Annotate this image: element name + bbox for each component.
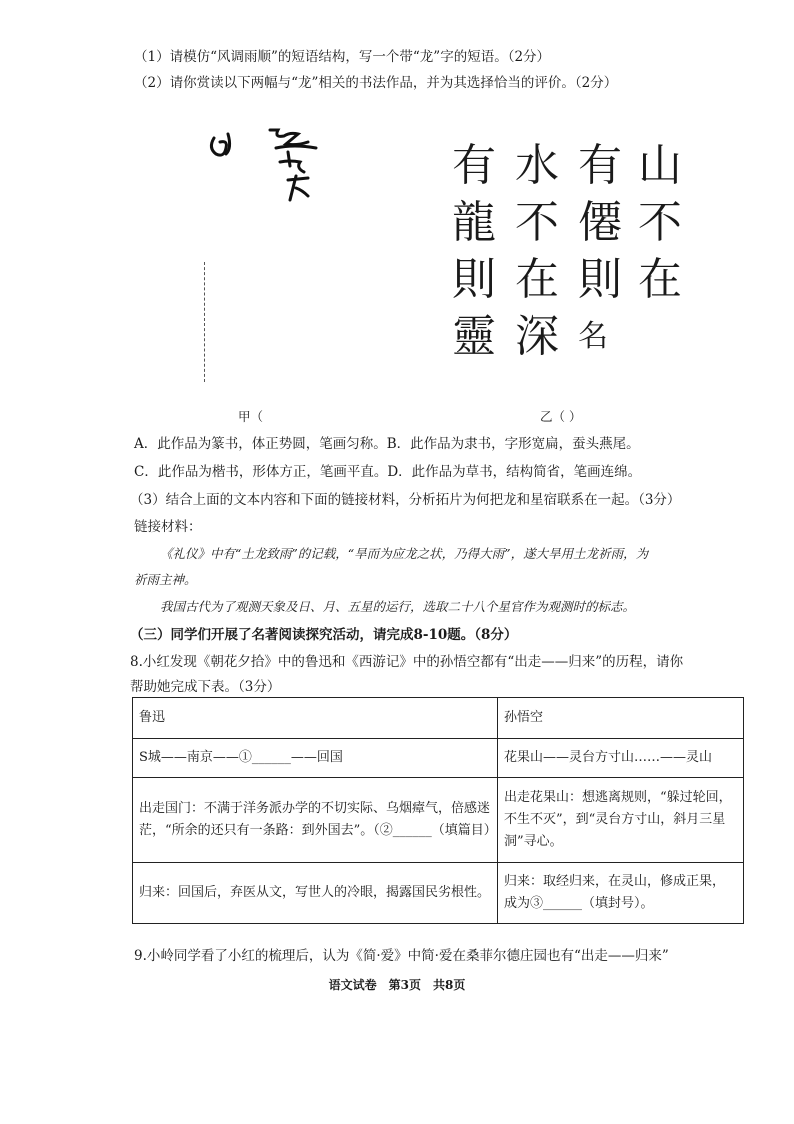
question-part-3: （3）结合上面的文本内容和下面的链接材料，分析拓片为何把龙和星宿联系在一起。（3分） xyxy=(130,492,681,508)
calligraphy-yi-col4: 有 龍 則 靈 xyxy=(452,140,496,362)
table-row xyxy=(133,739,744,778)
link-text-2: 祈雨主神。 xyxy=(134,572,197,587)
table-cell-leave-sunwukong: 出走花果山：想逃离规则，“躲过轮回，不生不灭”，到“灵台方寸山，斜月三星洞”寻心。 xyxy=(498,778,744,863)
calligraphy-jia-image xyxy=(200,118,340,228)
options-line-1: A．此作品为篆书，体正势圆，笔画匀称。B．此作品为隶书，字形宽扁，蚕头燕尾。 xyxy=(134,436,640,452)
table-cell-route-sunwukong: 花果山——灵台方寸山……——灵山 xyxy=(498,739,744,778)
comparison-table xyxy=(132,697,744,924)
link-text-3: 我国古代为了观测天象及日、月、五星的运行，选取二十八个星官作为观测时的标志。 xyxy=(160,599,636,614)
options-line-2: C．此作品为楷书，形体方正，笔画平直。D．此作品为草书，结构简省，笔画连绵。 xyxy=(134,464,642,480)
question-part-1: （1）请模仿“风调雨顺”的短语结构，写一个带“龙”字的短语。（2分） xyxy=(134,49,551,65)
question-9-line: 9.小岭同学看了小红的梳理后，认为《简·爱》中简·爱在桑菲尔德庄园也有“出走——归来” xyxy=(134,948,669,964)
table-cell-return-luxun: 归来：回国后，弃医从文，写世人的冷眼，揭露国民劣根性。 xyxy=(133,863,498,924)
table-cell-return-sunwukong[interactable]: 归来：取经归来，在灵山，修成正果，成为③______（填封号）。 xyxy=(498,863,744,924)
question-8-line-2: 帮助她完成下表。（3分） xyxy=(130,679,281,695)
label-yi: 乙（ ） xyxy=(540,409,582,424)
question-8-line-1: 8.小红发现《朝花夕拾》中的鲁迅和《西游记》中的孙悟空都有“出走——归来”的历程，请你 xyxy=(130,654,684,670)
table-cell-route-luxun[interactable]: S城——南京——①______——回国 xyxy=(133,739,498,778)
table-cell-leave-luxun[interactable]: 出走国门：不满于洋务派办学的不切实际、乌烟瘴气，倍感迷茫，“所余的还只有一条路：到外国去”。（②______（填篇目） xyxy=(133,778,498,863)
section-3-heading: （三）同学们开展了名著阅读探究活动，请完成8-10题。（8分） xyxy=(130,627,518,643)
page-footer: 语文试卷 第3页 共8页 xyxy=(328,978,466,992)
table-row xyxy=(133,863,744,924)
calligraphy-jia-divider xyxy=(204,262,205,382)
label-jia: 甲（ xyxy=(238,409,264,424)
calligraphy-yi-col3: 水 不 在 深 xyxy=(515,140,559,362)
question-part-2: （2）请你赏读以下两幅与“龙”相关的书法作品，并为其选择恰当的评价。（2分） xyxy=(134,75,618,91)
table-row xyxy=(133,698,744,739)
table-header-luxun: 鲁迅 xyxy=(133,698,498,739)
calligraphy-yi-col2: 有 僊 則 名 xyxy=(578,140,622,354)
link-label: 链接材料： xyxy=(134,519,202,535)
calligraphy-yi-col1: 山 不 在 xyxy=(638,140,682,305)
table-header-sunwukong: 孙悟空 xyxy=(498,698,744,739)
link-text-1: 《礼仪》中有“土龙致雨”的记载，“旱而为应龙之状，乃得大雨”，遂大旱用土龙祈雨，为 xyxy=(160,546,649,561)
table-row xyxy=(133,778,744,863)
